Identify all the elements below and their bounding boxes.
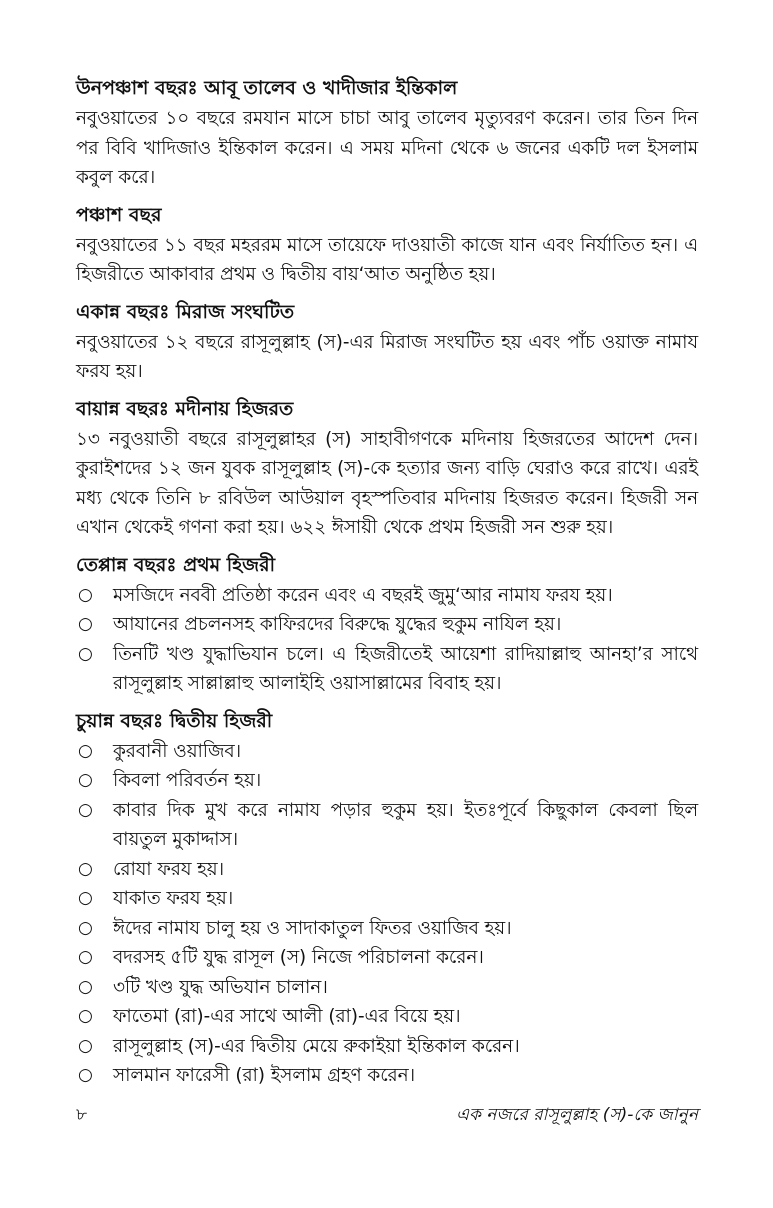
list-item-text: কিবলা পরিবর্তন হয়। xyxy=(113,770,262,791)
list-item-text: ঈদের নামায চালু হয় ও সাদাকাতুল ফিতর ওয়াজিব হয়। xyxy=(113,917,512,939)
list-item-text: আযানের প্রচলনসহ কাফিরদের বিরুদ্ধে যুদ্ধের হুকুম নাযিল হয়। xyxy=(113,614,562,635)
bullet-circle-icon: ○ xyxy=(78,888,93,908)
list-item xyxy=(76,1061,698,1091)
section-heading: তেপ্পান্ন বছরঃ প্রথম হিজরী xyxy=(76,553,276,576)
list-item-text: যাকাত ফরয হয়। xyxy=(113,888,234,909)
page-number: ৮ xyxy=(76,1105,88,1125)
running-book-title: এক নজরে রাসূলুল্লাহ (স)-কে জানুন xyxy=(456,1105,698,1125)
bullet-circle-icon: ○ xyxy=(78,1065,93,1085)
list-item xyxy=(76,766,698,796)
list-item xyxy=(76,855,698,885)
bullet-circle-icon: ○ xyxy=(78,799,93,820)
section-paragraph: নবুওয়াতের ১১ বছর মহররম মাসে তায়েফে দাওয়াতী কাজে যান এবং নির্যাতিত হন। এ হিজরীতে আকাবার প্রথম ও দ্বিতীয় বায়‘আত অনুষ্ঠিত হয়। xyxy=(76,234,698,285)
list-item-text: ৩টি খণ্ড যুদ্ধ অভিযান চালান। xyxy=(113,976,328,998)
section-age-49 xyxy=(76,74,698,193)
section-age-51 xyxy=(76,298,698,387)
list-item xyxy=(76,737,698,767)
bullet-circle-icon: ○ xyxy=(78,740,93,761)
section-age-54 xyxy=(76,707,698,1091)
section-heading: উনপঞ্চাশ বছরঃ আবূ তালেব ও খাদীজার ইন্তিকাল xyxy=(76,77,458,99)
list-item xyxy=(76,914,698,944)
list-item-text: রোযা ফরয হয়। xyxy=(113,858,225,880)
list-item xyxy=(76,1032,698,1062)
page-footer xyxy=(76,1102,698,1132)
bullet-list xyxy=(76,737,698,1091)
bullet-circle-icon: ○ xyxy=(78,614,93,634)
bullet-list xyxy=(76,581,698,699)
bullet-circle-icon: ○ xyxy=(78,917,93,938)
list-item-text: কাবার দিক মুখ করে নামায পড়ার হুকুম হয়। ইতঃপূর্বে কিছুকাল কেবলা ছিল বায়তুল মুকাদ্দাস। xyxy=(113,799,698,850)
bullet-circle-icon: ○ xyxy=(78,770,93,790)
list-item xyxy=(76,610,698,640)
list-item xyxy=(76,640,698,699)
list-item-text: মসজিদে নববী প্রতিষ্ঠা করেন এবং এ বছরই জুমু‘আর নামায ফরয হয়। xyxy=(113,584,613,606)
section-age-52 xyxy=(76,395,698,543)
list-item xyxy=(76,943,698,973)
list-item-text: সালমান ফারেসী (রা) ইসলাম গ্রহণ করেন। xyxy=(113,1065,416,1086)
bullet-circle-icon: ○ xyxy=(78,584,93,605)
section-heading: একান্ন বছরঃ মিরাজ সংঘটিত xyxy=(76,300,295,323)
list-item xyxy=(76,581,698,611)
list-item-text: বদরসহ ৫টি যুদ্ধ রাসূল (স) নিজে পরিচালনা করেন। xyxy=(113,947,484,968)
list-item xyxy=(76,884,698,914)
list-item-text: ফাতেমা (রা)-এর সাথে আলী (রা)-এর বিয়ে হয়। xyxy=(113,1006,461,1027)
section-heading: পঞ্চাশ বছর xyxy=(76,203,162,226)
section-paragraph: ১৩ নবুওয়াতী বছরে রাসূলুল্লাহর (স) সাহাবীগণকে মদিনায় হিজরতের আদেশ দেন। কুরাইশদের ১২ জন যুবক রাসূলুল্লাহ (স)-কে হত্যার জন্য বাড়ি ঘেরাও করে রাখে। এরই মধ্য থেকে তিনি ৮ রবিউল আউয়াল বৃহস্পতিবার মদিনায় হিজরত করেন। হিজরী সন এখান থেকেই গণনা করা হয়। ৬২২ ঈসায়ী থেকে প্রথম হিজরী সন শুরু হয়। xyxy=(76,428,698,538)
section-heading: বায়ান্ন বছরঃ মদীনায় হিজরত xyxy=(76,397,294,420)
list-item xyxy=(76,973,698,1003)
section-paragraph: নবুওয়াতের ১০ বছরে রমযান মাসে চাচা আবু তালেব মৃত্যুবরণ করেন। তার তিন দিন পর বিবি খাদিজাও ইন্তিকাল করেন। এ সময় মদিনা থেকে ৬ জনের একটি দল ইসলাম কবুল করে। xyxy=(76,108,698,188)
bullet-circle-icon: ○ xyxy=(78,1006,93,1026)
section-age-53 xyxy=(76,551,698,699)
section-age-50 xyxy=(76,201,698,290)
bullet-circle-icon: ○ xyxy=(78,947,93,967)
bullet-circle-icon: ○ xyxy=(78,643,93,664)
bullet-circle-icon: ○ xyxy=(78,858,93,879)
bullet-circle-icon: ○ xyxy=(78,976,93,997)
list-item xyxy=(76,796,698,855)
page-content xyxy=(76,74,698,1099)
list-item-text: কুরবানী ওয়াজিব। xyxy=(113,740,242,762)
section-heading: চুয়ান্ন বছরঃ দ্বিতীয় হিজরী xyxy=(76,709,273,732)
list-item xyxy=(76,1002,698,1032)
list-item-text: তিনটি খণ্ড যুদ্ধাভিযান চলে। এ হিজরীতেই আয়েশা রাদিয়াল্লাহু আনহা’র সাথে রাসূলুল্লাহ সাল্লাল্লাহু আলাইহি ওয়াসাল্লামের বিবাহ হয়। xyxy=(113,643,698,694)
bullet-circle-icon: ○ xyxy=(78,1035,93,1056)
section-paragraph: নবুওয়াতের ১২ বছরে রাসূলুল্লাহ (স)-এর মিরাজ সংঘটিত হয় এবং পাঁচ ওয়াক্ত নামায ফরয হয়। xyxy=(76,331,698,382)
list-item-text: রাসূলুল্লাহ (স)-এর দ্বিতীয় মেয়ে রুকাইয়া ইন্তিকাল করেন। xyxy=(113,1035,520,1057)
